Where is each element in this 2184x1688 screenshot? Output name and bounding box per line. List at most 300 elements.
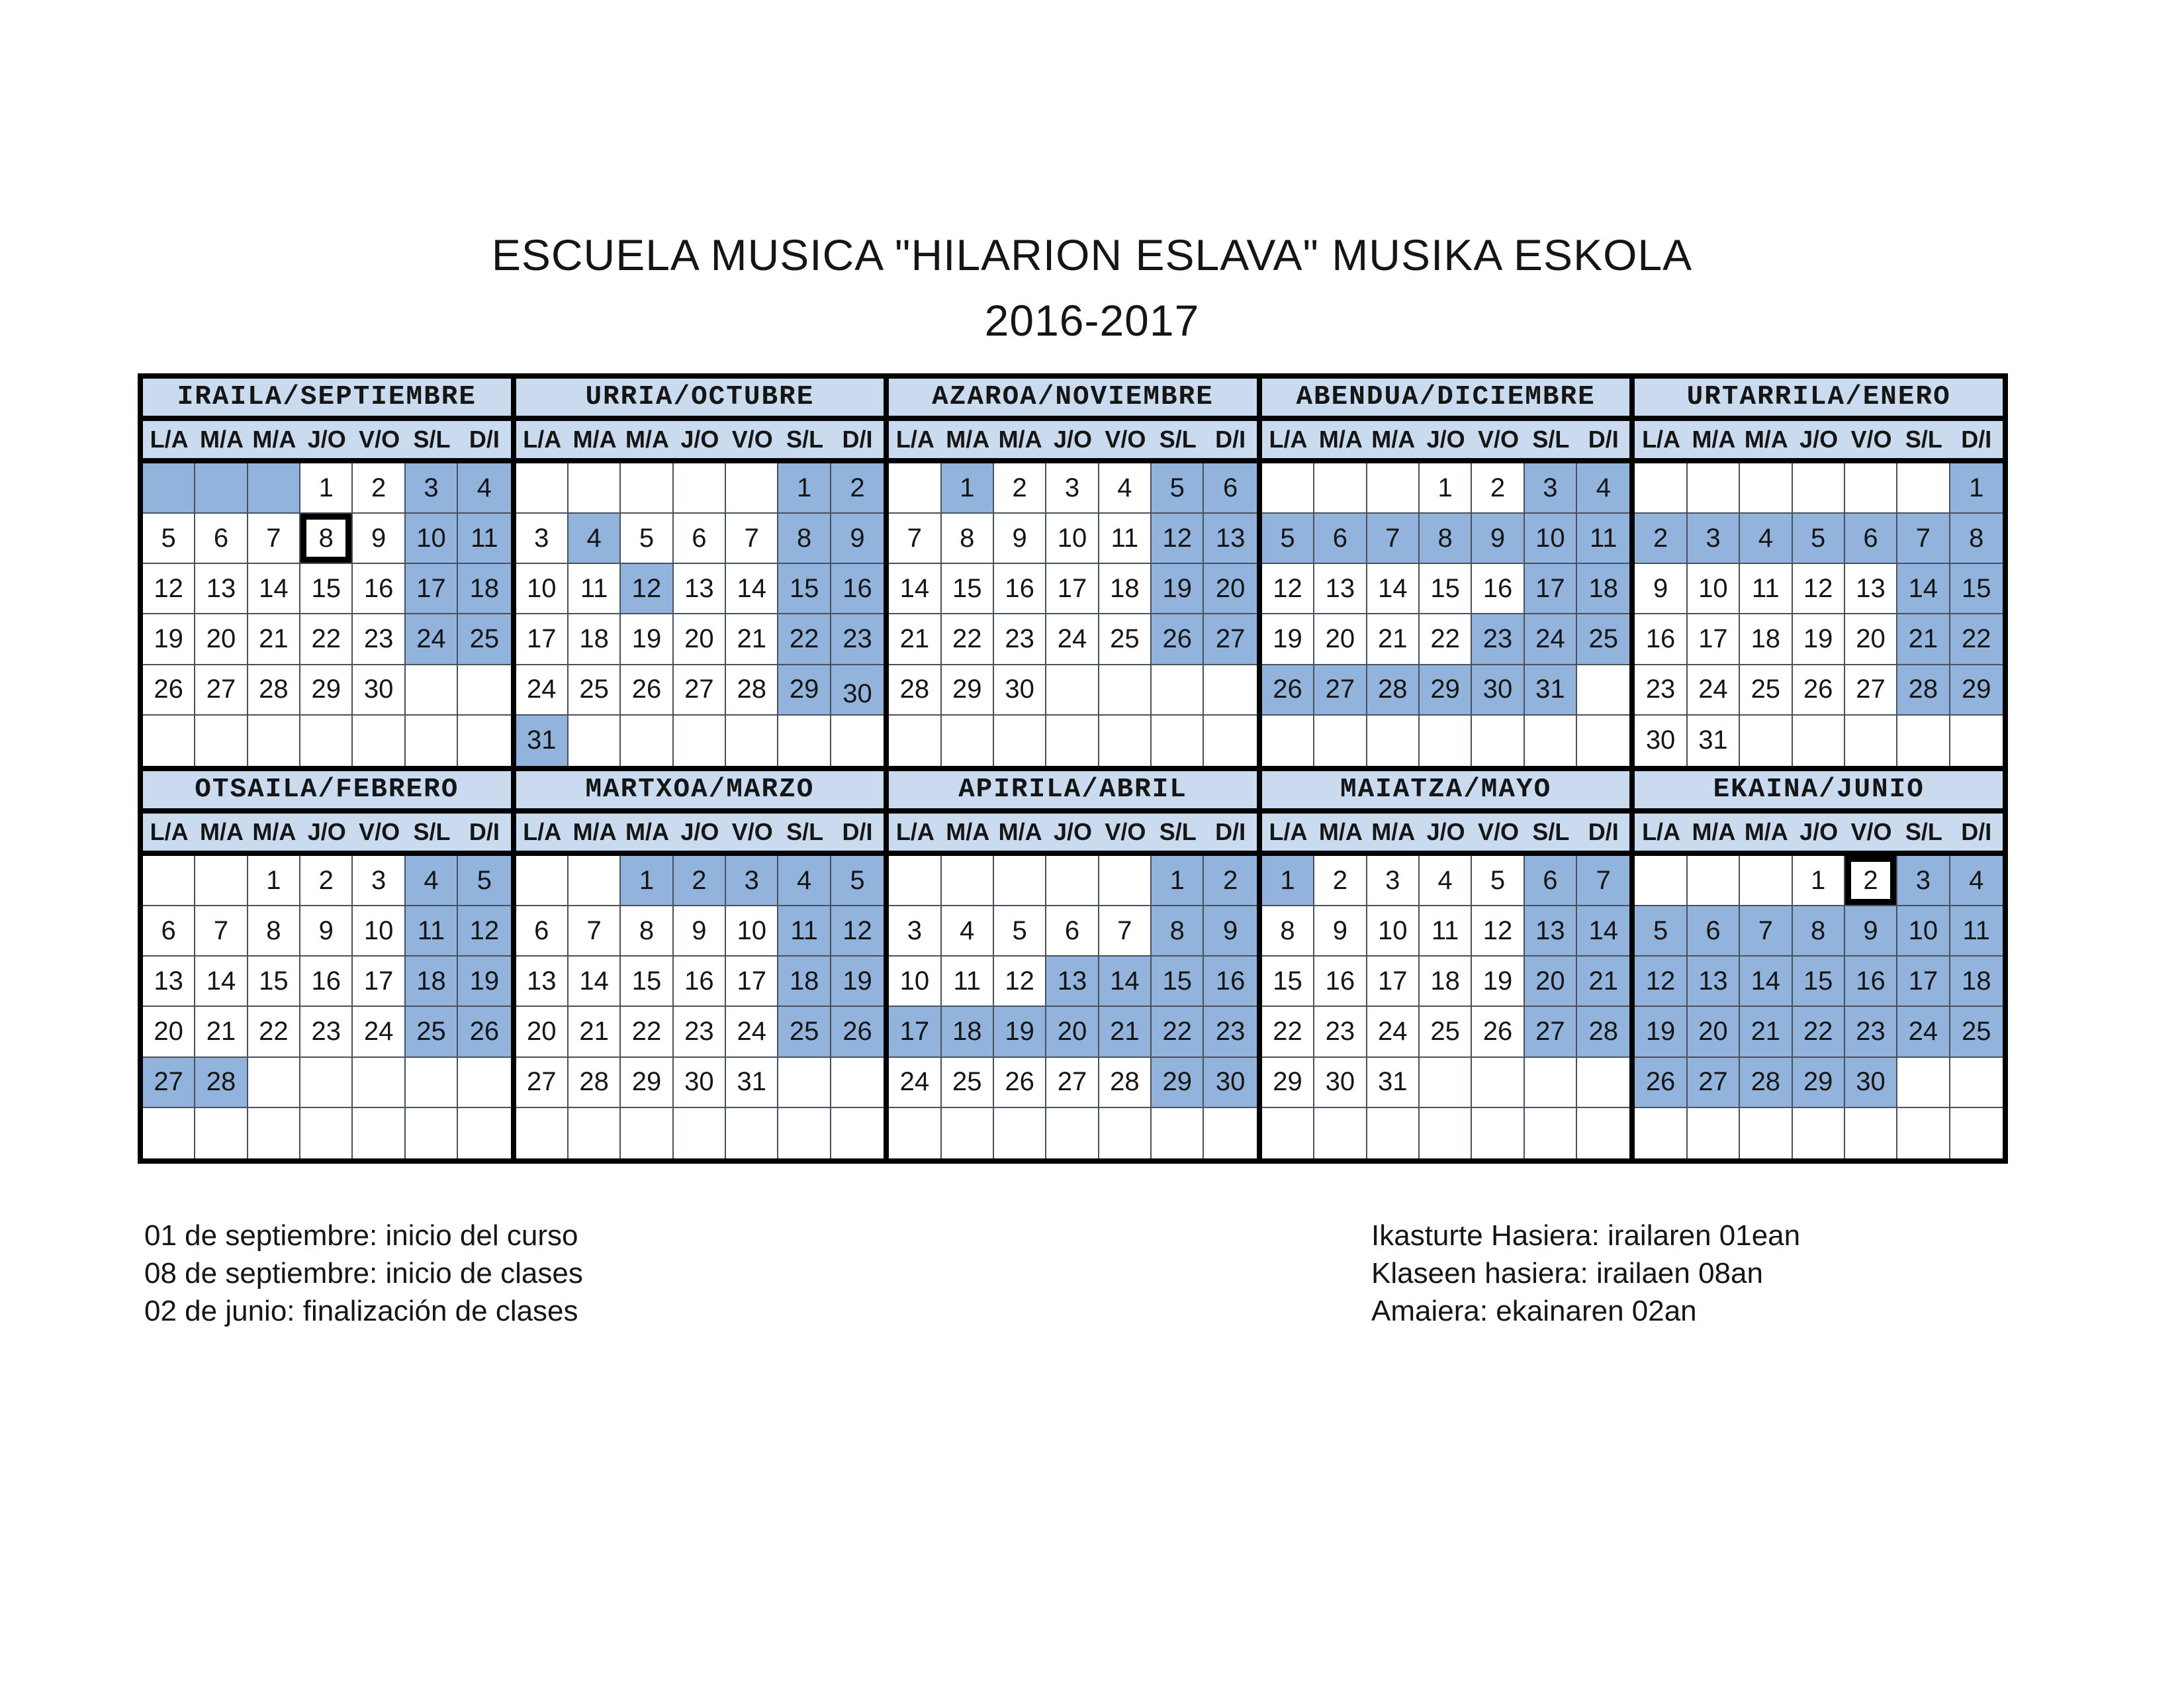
day-cell	[674, 1108, 726, 1158]
day-cell	[1740, 1108, 1792, 1158]
day-header-cell: M/A	[625, 426, 670, 453]
day-cell	[300, 1108, 353, 1158]
day-cell: 9	[674, 906, 726, 957]
day-cell	[1897, 1058, 1950, 1108]
day-cell: 12	[1152, 514, 1204, 564]
day-cell: 6	[674, 514, 726, 564]
day-cell: 17	[406, 564, 458, 614]
day-cell	[942, 1108, 994, 1158]
day-header-row	[143, 421, 511, 463]
day-cell	[1740, 463, 1792, 514]
day-cell: 9	[1204, 906, 1256, 957]
day-header-cell: L/A	[895, 818, 934, 845]
day-cell: 10	[1688, 564, 1740, 614]
day-cell: 23	[1635, 665, 1687, 716]
month-grid	[1262, 463, 1630, 766]
day-cell: 2	[674, 856, 726, 906]
day-cell: 29	[1950, 665, 2003, 716]
day-cell: 14	[1740, 957, 1792, 1007]
note-line: Ikasturte Hasiera: irailaren 01ean	[1371, 1219, 1801, 1252]
day-cell: 19	[1152, 564, 1204, 614]
day-cell: 15	[1950, 564, 2003, 614]
day-cell: 4	[1950, 856, 2003, 906]
day-cell	[1314, 1108, 1367, 1158]
day-cell: 19	[831, 957, 884, 1007]
day-cell: 4	[942, 906, 994, 957]
day-cell	[831, 716, 884, 766]
day-cell: 9	[994, 514, 1046, 564]
day-cell: 22	[248, 1007, 300, 1057]
day-cell	[1099, 716, 1152, 766]
day-cell: 13	[1046, 957, 1099, 1007]
day-cell: 25	[458, 614, 510, 665]
day-cell: 2	[831, 463, 884, 514]
day-cell-boxed: 8	[300, 514, 353, 564]
day-header-cell: V/O	[1105, 818, 1146, 845]
day-header-cell: D/I	[1588, 426, 1619, 453]
day-cell: 29	[300, 665, 353, 716]
day-header-cell: V/O	[1850, 426, 1892, 453]
note-line: 02 de junio: finalización de clases	[144, 1295, 578, 1327]
day-cell: 11	[458, 514, 510, 564]
day-cell	[248, 1058, 300, 1108]
day-cell	[1367, 716, 1420, 766]
day-cell	[889, 1108, 941, 1158]
day-cell: 20	[1688, 1007, 1740, 1057]
day-cell: 26	[994, 1058, 1046, 1108]
day-cell	[1314, 463, 1367, 514]
day-cell: 20	[195, 614, 248, 665]
day-header-cell: M/A	[200, 818, 244, 845]
day-cell: 31	[1688, 716, 1740, 766]
day-header-cell: S/L	[1905, 426, 1942, 453]
day-cell: 16	[994, 564, 1046, 614]
day-cell	[1793, 1108, 1845, 1158]
day-cell: 25	[406, 1007, 458, 1057]
day-header-cell: D/I	[469, 818, 500, 845]
month-grid	[143, 856, 511, 1158]
day-cell: 16	[353, 564, 405, 614]
day-header-cell: M/A	[572, 818, 617, 845]
day-cell: 7	[569, 906, 621, 957]
day-cell: 2	[300, 856, 353, 906]
day-header-cell: M/A	[946, 818, 990, 845]
day-cell: 28	[195, 1058, 248, 1108]
day-header-cell: S/L	[1532, 426, 1570, 453]
day-cell: 8	[1262, 906, 1314, 957]
day-cell: 9	[1845, 906, 1897, 957]
day-cell: 10	[406, 514, 458, 564]
day-cell: 24	[1367, 1007, 1420, 1057]
day-cell: 17	[516, 614, 569, 665]
day-cell: 6	[1204, 463, 1256, 514]
day-cell	[1152, 716, 1204, 766]
day-cell	[458, 1058, 510, 1108]
day-header-cell: L/A	[150, 426, 189, 453]
day-cell: 18	[458, 564, 510, 614]
day-cell: 3	[726, 856, 778, 906]
day-cell	[831, 1108, 884, 1158]
day-cell: 3	[1046, 463, 1099, 514]
day-cell: 4	[1577, 463, 1629, 514]
day-cell: 20	[1204, 564, 1256, 614]
day-cell: 9	[1314, 906, 1367, 957]
day-header-cell: D/I	[1215, 426, 1246, 453]
day-header-cell: S/L	[1905, 818, 1942, 845]
day-cell: 13	[1204, 514, 1256, 564]
day-header-cell: V/O	[1477, 818, 1519, 845]
day-cell: 18	[942, 1007, 994, 1057]
day-cell	[674, 716, 726, 766]
day-cell: 21	[726, 614, 778, 665]
day-cell	[942, 856, 994, 906]
day-cell-boxed: 2	[1845, 856, 1897, 906]
day-cell: 12	[831, 906, 884, 957]
day-cell: 31	[1525, 665, 1577, 716]
day-cell: 30	[994, 665, 1046, 716]
day-cell: 2	[994, 463, 1046, 514]
day-cell: 18	[406, 957, 458, 1007]
day-cell: 8	[778, 514, 831, 564]
day-cell: 21	[1367, 614, 1420, 665]
day-cell: 11	[569, 564, 621, 614]
day-cell	[726, 1108, 778, 1158]
month-apirila-abril	[889, 771, 1257, 1158]
day-cell: 13	[1525, 906, 1577, 957]
day-cell: 25	[778, 1007, 831, 1057]
day-cell	[143, 716, 195, 766]
day-cell: 2	[1204, 856, 1256, 906]
day-cell: 13	[674, 564, 726, 614]
day-cell	[569, 856, 621, 906]
day-cell: 22	[778, 614, 831, 665]
day-cell: 24	[726, 1007, 778, 1057]
day-cell: 16	[1635, 614, 1687, 665]
day-cell: 5	[458, 856, 510, 906]
day-header-cell: M/A	[1744, 818, 1788, 845]
day-header-cell: M/A	[200, 426, 244, 453]
day-cell	[1046, 856, 1099, 906]
day-cell: 25	[1740, 665, 1792, 716]
day-cell: 17	[1525, 564, 1577, 614]
day-cell: 17	[1367, 957, 1420, 1007]
day-cell	[1577, 716, 1629, 766]
month-grid	[516, 856, 884, 1158]
day-cell: 19	[1635, 1007, 1687, 1057]
day-cell	[1204, 1108, 1256, 1158]
day-cell	[674, 463, 726, 514]
note-line: Klaseen hasiera: irailaen 08an	[1371, 1257, 1763, 1289]
month-grid	[516, 463, 884, 766]
day-cell: 12	[143, 564, 195, 614]
day-cell: 12	[994, 957, 1046, 1007]
day-cell: 19	[994, 1007, 1046, 1057]
day-cell: 5	[1472, 856, 1524, 906]
day-cell	[1740, 716, 1792, 766]
note-line: 01 de septiembre: inicio del curso	[144, 1219, 578, 1252]
day-cell	[1046, 716, 1099, 766]
day-cell: 27	[1314, 665, 1367, 716]
day-cell	[1897, 463, 1950, 514]
day-cell: 12	[621, 564, 673, 614]
day-header-cell: L/A	[1269, 426, 1308, 453]
day-cell: 16	[831, 564, 884, 614]
note-line: Amaiera: ekainaren 02an	[1371, 1295, 1697, 1327]
month-grid	[889, 856, 1257, 1158]
month-martxoa-marzo	[516, 771, 884, 1158]
day-cell: 2	[353, 463, 405, 514]
day-header-cell: J/O	[1799, 426, 1839, 453]
day-cell: 14	[248, 564, 300, 614]
day-cell: 31	[726, 1058, 778, 1108]
day-cell	[353, 1058, 405, 1108]
month-grid	[1262, 856, 1630, 1158]
day-cell: 1	[1950, 463, 2003, 514]
day-cell	[248, 463, 300, 514]
day-cell: 11	[1950, 906, 2003, 957]
day-cell: 15	[1152, 957, 1204, 1007]
calendar-table	[138, 373, 2008, 1164]
month-title: EKAINA/JUNIO	[1635, 771, 2003, 814]
month-title: IRAILA/SEPTIEMBRE	[143, 379, 511, 421]
day-header-cell: D/I	[1215, 818, 1246, 845]
month-abendua-diciembre	[1262, 379, 1630, 766]
day-cell: 30	[1845, 1058, 1897, 1108]
day-header-row	[1262, 421, 1630, 463]
month-grid	[143, 463, 511, 766]
day-cell	[1950, 1108, 2003, 1158]
month-grid	[889, 463, 1257, 766]
day-cell	[621, 1108, 673, 1158]
day-cell: 19	[143, 614, 195, 665]
day-cell: 26	[1262, 665, 1314, 716]
day-cell: 30	[1472, 665, 1524, 716]
day-cell: 16	[674, 957, 726, 1007]
day-header-cell: D/I	[842, 818, 873, 845]
day-cell: 19	[1472, 957, 1524, 1007]
day-cell: 24	[889, 1058, 941, 1108]
day-cell: 29	[621, 1058, 673, 1108]
day-cell: 7	[1099, 906, 1152, 957]
day-cell	[1635, 856, 1687, 906]
day-cell: 23	[1472, 614, 1524, 665]
day-cell: 2	[1314, 856, 1367, 906]
day-cell: 3	[406, 463, 458, 514]
day-cell: 21	[569, 1007, 621, 1057]
day-cell	[889, 463, 941, 514]
day-cell: 7	[889, 514, 941, 564]
month-title: ABENDUA/DICIEMBRE	[1262, 379, 1630, 421]
day-cell	[1262, 716, 1314, 766]
day-header-cell: J/O	[1799, 818, 1839, 845]
day-cell: 6	[1525, 856, 1577, 906]
day-cell: 21	[1577, 957, 1629, 1007]
day-cell: 20	[1046, 1007, 1099, 1057]
day-cell: 23	[1314, 1007, 1367, 1057]
day-header-cell: D/I	[1961, 818, 1992, 845]
day-cell: 17	[889, 1007, 941, 1057]
day-cell: 9	[353, 514, 405, 564]
day-header-cell: V/O	[1850, 818, 1892, 845]
day-cell: 12	[1793, 564, 1845, 614]
day-cell	[248, 1108, 300, 1158]
day-cell	[1897, 716, 1950, 766]
day-cell: 18	[1099, 564, 1152, 614]
day-cell	[195, 716, 248, 766]
day-cell	[143, 1108, 195, 1158]
day-cell: 10	[1046, 514, 1099, 564]
day-cell	[458, 665, 510, 716]
day-header-cell: M/A	[1371, 426, 1416, 453]
day-cell: 28	[889, 665, 941, 716]
day-cell: 30	[1314, 1058, 1367, 1108]
day-cell: 18	[1420, 957, 1472, 1007]
day-cell: 24	[406, 614, 458, 665]
day-cell	[569, 463, 621, 514]
day-cell: 19	[621, 614, 673, 665]
day-cell: 27	[1204, 614, 1256, 665]
day-cell: 11	[1740, 564, 1792, 614]
day-cell: 29	[778, 665, 831, 716]
day-cell	[1577, 1058, 1629, 1108]
day-header-cell: V/O	[1105, 426, 1146, 453]
day-cell: 9	[1472, 514, 1524, 564]
day-cell: 13	[1688, 957, 1740, 1007]
day-cell: 22	[1420, 614, 1472, 665]
day-header-cell: S/L	[1532, 818, 1570, 845]
day-cell: 7	[1367, 514, 1420, 564]
day-cell: 16	[1845, 957, 1897, 1007]
day-cell	[726, 716, 778, 766]
day-cell: 8	[942, 514, 994, 564]
day-cell: 3	[1688, 514, 1740, 564]
day-cell: 24	[1525, 614, 1577, 665]
day-header-cell: D/I	[1961, 426, 1992, 453]
day-header-cell: M/A	[625, 818, 670, 845]
day-cell: 26	[1152, 614, 1204, 665]
month-otsaila-febrero	[143, 771, 511, 1158]
month-urtarrila-enero	[1635, 379, 2003, 766]
day-cell: 22	[1152, 1007, 1204, 1057]
day-cell: 5	[1262, 514, 1314, 564]
day-cell	[1262, 1108, 1314, 1158]
day-cell: 27	[1525, 1007, 1577, 1057]
day-cell: 26	[831, 1007, 884, 1057]
day-cell	[1845, 716, 1897, 766]
day-cell: 23	[994, 614, 1046, 665]
day-cell: 22	[621, 1007, 673, 1057]
day-cell: 17	[1897, 957, 1950, 1007]
day-cell: 6	[1688, 906, 1740, 957]
day-cell: 11	[778, 906, 831, 957]
day-cell	[1793, 716, 1845, 766]
day-cell: 21	[1099, 1007, 1152, 1057]
day-cell: 7	[1577, 856, 1629, 906]
day-cell: 6	[516, 906, 569, 957]
day-cell: 11	[406, 906, 458, 957]
day-cell: 3	[889, 906, 941, 957]
day-cell	[726, 463, 778, 514]
day-cell	[1367, 1108, 1420, 1158]
day-cell	[406, 1058, 458, 1108]
day-cell: 12	[458, 906, 510, 957]
day-cell: 12	[1472, 906, 1524, 957]
day-cell: 26	[1635, 1058, 1687, 1108]
day-cell	[1688, 1108, 1740, 1158]
day-cell	[195, 463, 248, 514]
day-cell: 10	[1367, 906, 1420, 957]
day-header-cell: L/A	[1642, 818, 1681, 845]
day-cell: 21	[889, 614, 941, 665]
day-cell: 25	[1950, 1007, 2003, 1057]
day-cell: 26	[1472, 1007, 1524, 1057]
day-cell: 15	[300, 564, 353, 614]
day-cell: 10	[353, 906, 405, 957]
day-cell: 4	[1420, 856, 1472, 906]
day-cell: 2	[1635, 514, 1687, 564]
day-cell: 2	[1472, 463, 1524, 514]
day-cell	[1472, 1108, 1524, 1158]
day-cell: 15	[778, 564, 831, 614]
day-cell	[1420, 1108, 1472, 1158]
day-cell: 8	[1420, 514, 1472, 564]
month-title: APIRILA/ABRIL	[889, 771, 1257, 814]
day-cell: 19	[1262, 614, 1314, 665]
day-cell: 7	[1740, 906, 1792, 957]
day-header-cell: L/A	[895, 426, 934, 453]
day-header-cell: V/O	[731, 426, 773, 453]
day-header-cell: V/O	[359, 426, 400, 453]
day-cell	[889, 856, 941, 906]
day-cell	[1525, 1058, 1577, 1108]
day-cell	[1635, 1108, 1687, 1158]
day-cell	[569, 1108, 621, 1158]
day-cell	[406, 1108, 458, 1158]
day-header-cell: M/A	[1744, 426, 1788, 453]
day-cell: 23	[1845, 1007, 1897, 1057]
day-header-cell: M/A	[1371, 818, 1416, 845]
day-cell: 7	[726, 514, 778, 564]
day-cell	[516, 856, 569, 906]
day-cell: 31	[1367, 1058, 1420, 1108]
day-cell: 21	[248, 614, 300, 665]
day-cell	[195, 856, 248, 906]
day-cell: 27	[516, 1058, 569, 1108]
day-header-cell: L/A	[150, 818, 189, 845]
day-cell: 3	[1525, 463, 1577, 514]
day-cell: 10	[889, 957, 941, 1007]
day-header-cell: J/O	[1053, 426, 1092, 453]
day-cell: 1	[248, 856, 300, 906]
day-header-cell: L/A	[1642, 426, 1681, 453]
day-cell: 17	[1688, 614, 1740, 665]
day-cell	[1635, 463, 1687, 514]
day-header-cell: S/L	[413, 426, 451, 453]
day-header-cell: M/A	[1692, 818, 1736, 845]
day-cell	[458, 1108, 510, 1158]
month-title: OTSAILA/FEBRERO	[143, 771, 511, 814]
day-cell	[300, 716, 353, 766]
day-cell: 8	[1152, 906, 1204, 957]
day-header-cell: J/O	[307, 426, 346, 453]
day-cell: 27	[195, 665, 248, 716]
day-cell	[1950, 716, 2003, 766]
day-cell: 26	[143, 665, 195, 716]
day-cell	[1420, 716, 1472, 766]
day-cell	[1793, 463, 1845, 514]
day-cell: 14	[889, 564, 941, 614]
day-cell: 6	[143, 906, 195, 957]
